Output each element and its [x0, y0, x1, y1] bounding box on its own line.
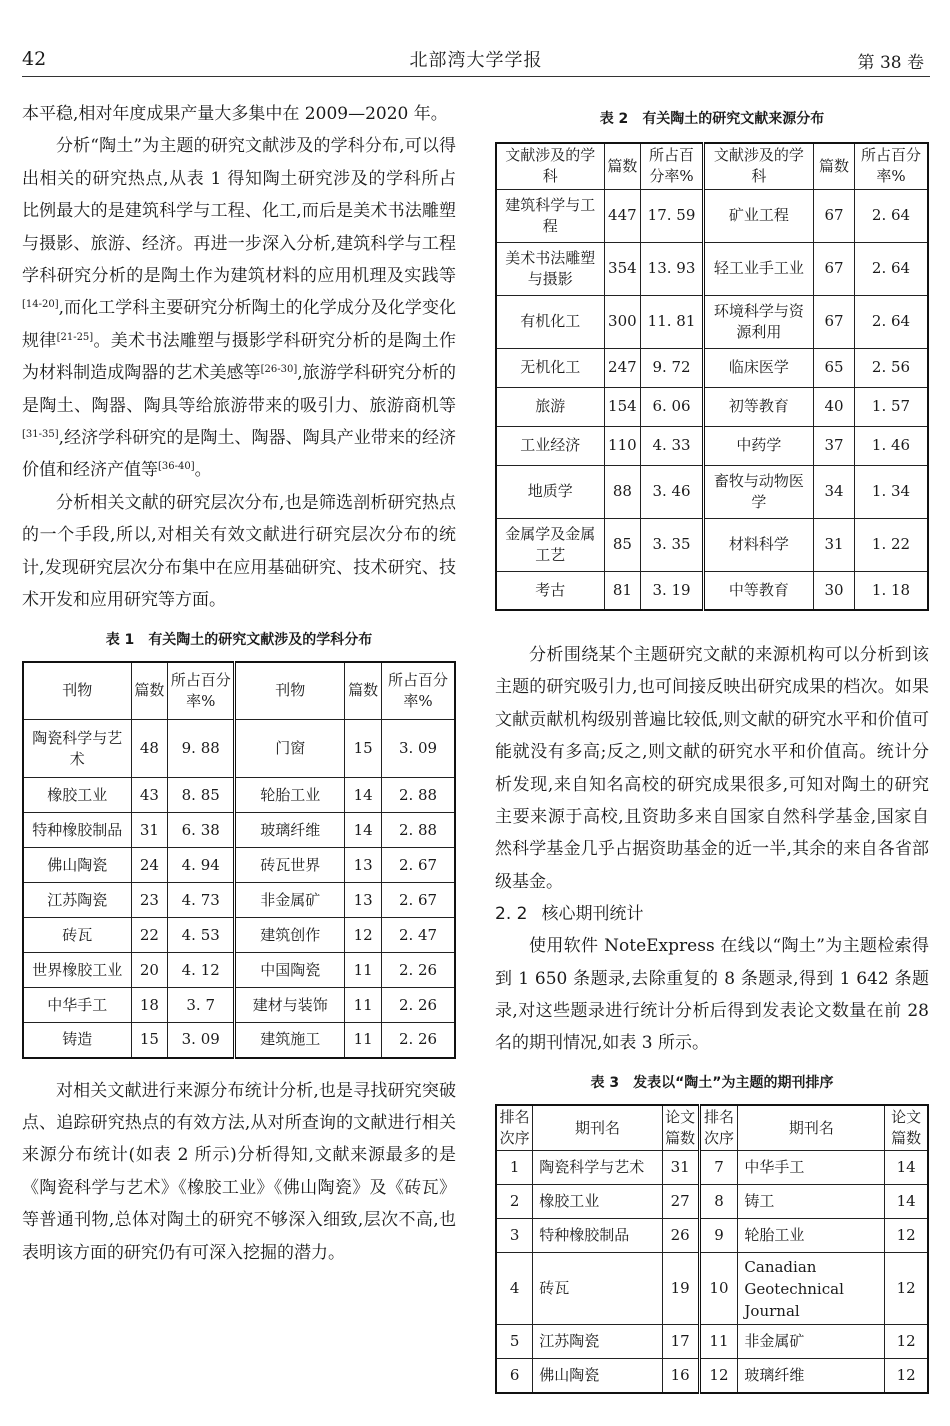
table-row: 旅游 154 6. 06 初等教育 40 1. 57 — [496, 387, 928, 426]
table-row: 金属学及金属工艺 85 3. 35 材料科学 31 1. 22 — [496, 518, 928, 571]
table1-header-row: 刊物 篇数 所占百分率% 刊物 篇数 所占百分率% — [23, 662, 455, 720]
table-row: 3 特种橡胶制品 26 9 轮胎工业 12 — [496, 1219, 928, 1253]
page-header — [22, 42, 930, 77]
table-row: 2 橡胶工业 27 8 铸工 14 — [496, 1185, 928, 1219]
table-row: 1 陶瓷科学与艺术 31 7 中华手工 14 — [496, 1151, 928, 1185]
table-row: 4 砖瓦 19 10 Canadian Geotechnical Journal 12 — [496, 1253, 928, 1325]
citation-21-25[interactable]: [21-25] — [56, 331, 94, 343]
citation-31-35[interactable]: [31-35] — [22, 429, 59, 441]
table-row: 美术书法雕塑与摄影 354 13. 93 轻工业手工业 67 2. 64 — [496, 242, 928, 295]
journal-title: 北部湾大学学报 — [409, 50, 543, 71]
table1-caption: 表 1 有关陶土的研究文献涉及的学科分布 — [105, 631, 373, 648]
section-heading-2-2: 2. 2 核心期刊统计 — [495, 904, 644, 925]
table2-header-row: 文献涉及的学科 篇数 所占百分率% 文献涉及的学科 篇数 所占百分率% — [496, 143, 928, 189]
citation-14-20[interactable]: [14-20] — [22, 299, 59, 311]
table-row: 工业经济 110 4. 33 中药学 37 1. 46 — [496, 426, 928, 465]
table-row: 砖瓦 22 4. 53 建筑创作 12 2. 47 — [23, 918, 455, 953]
paragraph-research-level: 分析相关文献的研究层次分布,也是筛选剖析研究热点的一个手段,所以,对相关有效文献进行研究层次分布的统计,发现研究层次分布集中在应用基础研究、技术研究、技术开发和应用研究等方面。 — [22, 492, 456, 611]
table3-header-row: 排名次序 期刊名 论文篇数 排名次序 期刊名 论文篇数 — [496, 1105, 928, 1151]
paragraph-subject-distribution: 分析“陶土”为主题的研究文献涉及的学科分布,可以得出相关的研究热点,从表 1 得知陶土研究涉及的学科所占比例最大的是建筑科学与工程、化工,而后是美术书法雕塑与摄影、旅游、经济。再进一步深入分析,建筑科学与工程学科研究分析的是陶土作为建筑材料的应用机理及实践等[14-20],而化工学科主要研究分析陶土的化学成分及化学变化规律[21-25]。美术书法雕塑与摄影学科研究分析的是陶土作为材料制造成陶器的艺术美感等[26-30],旅游学科研究分析的是陶土、陶器、陶具等给旅游带来的吸引力、旅游商机等[31-35],经济学科研究的是陶土、陶器、陶具产业带来的经济价值和经济产值等[36-40]。 — [22, 136, 457, 481]
citation-36-40[interactable]: [36-40] — [158, 461, 195, 473]
table-row: 佛山陶瓷 24 4. 94 砖瓦世界 13 2. 67 — [23, 848, 455, 883]
paragraph-source-institutions: 分析围绕某个主题研究文献的来源机构可以分析到该主题的研究吸引力,也可间接反映出研究成果的档次。如果文献贡献机构级别普遍比较低,则文献的研究水平和价值可能就没有多高;反之,则文献的研究水平和价值高。统计分析发现,来自知名高校的研究成果很多,可知对陶土的研究主要来源于高校,且资助多来自国家自然科学基金,国家自然科学基金几乎占据资助基金的近一半,其余的来自各省部级基金。 — [495, 645, 929, 892]
paragraph-source-distribution: 对相关文献进行来源分布统计分析,也是寻找研究突破点、追踪研究热点的有效方法,从对所查询的文献进行相关来源分布统计(如表 2 所示)分析得知,文献来源最多的是《陶瓷科学与艺术》《橡胶工业》《佛山陶瓷》及《砖瓦》等普通刊物,总体对陶土的研究不够深入细致,层次不高,也表明该方面的研究仍有可深入挖掘的潜力。 — [22, 1080, 456, 1263]
table2 — [495, 142, 929, 611]
table1 — [22, 661, 456, 1059]
table2-caption: 表 2 有关陶土的研究文献来源分布 — [599, 111, 825, 127]
table-row: 建筑科学与工程 447 17. 59 矿业工程 67 2. 64 — [496, 189, 928, 242]
table-row: 铸造 15 3. 09 建筑施工 11 2. 26 — [23, 1023, 455, 1058]
volume-label: 第 38 卷 — [857, 53, 924, 73]
table-row: 世界橡胶工业 20 4. 12 中国陶瓷 11 2. 26 — [23, 953, 455, 988]
paragraph-continued: 本平稳,相对年度成果产量大多集中在 2009—2020 年。 — [22, 104, 448, 124]
table-row: 中华手工 18 3. 7 建材与装饰 11 2. 26 — [23, 988, 455, 1023]
paragraph-core-journals: 使用软件 NoteExpress 在线以“陶土”为主题检索得到 1 650 条题录,去除重复的 8 条题录,得到 1 642 条题录,对这些题录进行统计分析后得到发表论文数量在前 28 名的期刊情况,如表 3 所示。 — [495, 936, 929, 1054]
table-row: 陶瓷科学与艺术 48 9. 88 门窗 15 3. 09 — [23, 720, 455, 778]
table-row: 6 佛山陶瓷 16 12 玻璃纤维 12 — [496, 1359, 928, 1393]
page-number: 42 — [22, 48, 47, 70]
right-column — [495, 98, 929, 1394]
table-row: 5 江苏陶瓷 17 11 非金属矿 12 — [496, 1325, 928, 1359]
table3-caption: 表 3 发表以“陶土”为主题的期刊排序 — [590, 1074, 834, 1091]
table-row: 橡胶工业 43 8. 85 轮胎工业 14 2. 88 — [23, 778, 455, 813]
table-row: 地质学 88 3. 46 畜牧与动物医学 34 1. 34 — [496, 465, 928, 518]
table3 — [495, 1104, 929, 1394]
table-row: 江苏陶瓷 23 4. 73 非金属矿 13 2. 67 — [23, 883, 455, 918]
table-row: 有机化工 300 11. 81 环境科学与资源利用 67 2. 64 — [496, 295, 928, 348]
table-row: 考古 81 3. 19 中等教育 30 1. 18 — [496, 571, 928, 610]
citation-26-30[interactable]: [26-30] — [260, 364, 298, 376]
table-row: 特种橡胶制品 31 6. 38 玻璃纤维 14 2. 88 — [23, 813, 455, 848]
left-column — [22, 98, 456, 1269]
table-row: 无机化工 247 9. 72 临床医学 65 2. 56 — [496, 348, 928, 387]
